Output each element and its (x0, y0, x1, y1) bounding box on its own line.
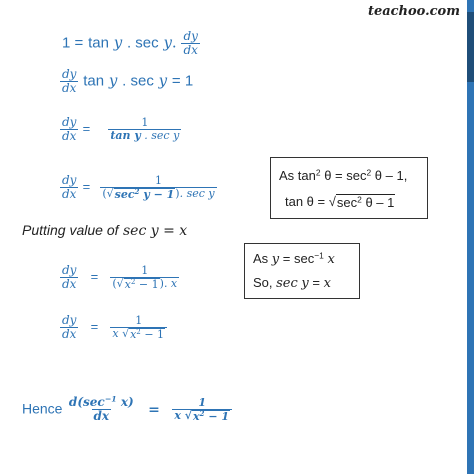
identity-line-2 (285, 194, 395, 210)
step4-eq: = (82, 179, 91, 195)
step2-fraction (60, 68, 78, 95)
step6-x: x (112, 326, 119, 340)
step5-rad-rest: − 1 (138, 277, 159, 291)
hence-rx: x (174, 408, 181, 422)
step2-y1: y (108, 71, 118, 90)
step2-equation (60, 68, 193, 95)
step5-eq: = (90, 269, 99, 285)
step5-rnum: 1 (141, 263, 149, 277)
putting-x: x (179, 223, 188, 239)
step4-rden-sec: . sec y (179, 186, 215, 200)
identity-box (270, 157, 428, 219)
step6-equation (60, 314, 167, 341)
hence-eq: = (148, 401, 160, 418)
step6-eq: = (90, 319, 99, 335)
step4-rad-exp: 2 (134, 186, 140, 196)
hence-lnum-d: d(sec (68, 395, 105, 409)
step6-rnum: 1 (135, 313, 143, 327)
step3-num: dy (62, 115, 77, 129)
step5-rhs-fraction: 1 ( √ $x^2 - 1$ ). x (112, 263, 178, 291)
step5-den: dx (62, 277, 77, 292)
step3-den: dx (62, 129, 77, 144)
box2-l2-a: So, (253, 275, 273, 290)
box2-l2-sec: sec (276, 276, 298, 291)
box1-l1-b: θ = sec (324, 168, 367, 183)
hence-rad-x: x (192, 409, 200, 423)
step2-rhs: = 1 (171, 72, 194, 90)
box2-l2-x: x (323, 276, 331, 291)
putting-eq: = (163, 223, 175, 239)
step1-equation (62, 30, 200, 57)
step3-rden-sec: . sec y (144, 129, 180, 143)
step1-lhs: 1 = (62, 34, 84, 52)
step4-num: dy (62, 173, 77, 187)
step2-den: dx (62, 81, 77, 96)
step1-den: dx (183, 43, 198, 58)
right-edge-bar (467, 0, 474, 474)
step2-tan: tan (83, 72, 105, 90)
step4-equation (60, 174, 217, 201)
putting-line (22, 222, 187, 239)
step1-num: dy (183, 29, 198, 43)
step6-rad-rest: − 1 (144, 327, 165, 341)
hence-lden: dx (93, 409, 110, 424)
step5-dot-x: . x (163, 276, 178, 290)
step6-sqrt: √ $x^2 - 1$ (122, 326, 165, 341)
step5-equation (60, 264, 179, 291)
step4-rnum: 1 (154, 173, 162, 187)
step3-rhs-fraction (108, 117, 181, 142)
hence-rhs-fraction (172, 397, 232, 423)
box2-l1-eq: = sec (282, 251, 315, 266)
box2-l2-eq: = (312, 275, 320, 290)
hence-lhs-fraction (67, 396, 136, 423)
step3-lhs-fraction (60, 116, 78, 143)
watermark: teachoo.com (367, 4, 460, 19)
step4-rhs-fraction: 1 ( √ $\sec^2 y - 1$ ). sec y (102, 173, 215, 201)
substitution-line-1 (253, 251, 335, 267)
step1-fraction (181, 30, 199, 57)
box1-l2-c: θ – 1 (365, 195, 395, 210)
step5-lhs-fraction (60, 264, 78, 291)
step6-rad-exp: 2 (136, 326, 141, 336)
box1-sqrt: √ $\sec^2 \theta - 1$ (328, 194, 395, 210)
box1-l1-c: θ – 1, (374, 168, 408, 183)
hence-rad-exp: 2 (199, 408, 205, 418)
hence-sqrt: √ $x^2 - 1$ (184, 408, 230, 423)
step5-sqrt: √ $x^2 - 1$ (116, 276, 159, 291)
step1-sec: . sec (126, 34, 159, 52)
putting-sec: sec (122, 223, 147, 239)
identity-line-1 (279, 168, 407, 183)
putting-y: y (150, 223, 159, 239)
step5-num: dy (62, 263, 77, 277)
step4-sqrt: √ $\sec^2 y - 1$ (106, 186, 175, 201)
step4-rad-a: sec (114, 187, 135, 201)
step3-equation (60, 116, 181, 143)
box2-l1-x: x (327, 252, 335, 267)
box1-l2-b: sec (336, 195, 358, 210)
hence-word: Hence (22, 400, 63, 417)
step3-eq: = (82, 121, 91, 137)
step3-rden-tan: tan y (110, 129, 141, 143)
box2-l1-a: As (253, 251, 269, 266)
step5-rad-exp: 2 (130, 276, 136, 286)
hence-lnum-exp: −1 (104, 394, 117, 404)
substitution-box (244, 243, 360, 299)
hence-equation (22, 396, 232, 423)
step1-y2: y (163, 33, 172, 52)
step6-rad-x: x (130, 327, 137, 341)
step6-lhs-fraction (60, 314, 78, 341)
hence-rnum: 1 (198, 395, 207, 409)
step4-lhs-fraction (60, 174, 78, 201)
step2-y2: y (158, 71, 168, 90)
box1-l2-e: 2 (357, 194, 362, 205)
box1-l1-e2: 2 (366, 167, 372, 178)
scroll-thumb (467, 12, 474, 82)
putting-text: Putting value of (22, 222, 119, 238)
step6-num: dy (62, 313, 77, 327)
hence-lnum-x: x) (120, 395, 134, 409)
step1-dot: . (171, 33, 177, 52)
box1-l2-a: tan θ = (285, 194, 326, 209)
step4-rad-b: y − 1 (143, 187, 175, 201)
box1-l1-a: As tan (279, 168, 316, 183)
box2-l1-e: −1 (314, 250, 324, 261)
substitution-line-2 (253, 275, 331, 291)
step5-rad-x: x (124, 277, 131, 291)
step6-den: dx (62, 327, 77, 342)
box2-l1-y: y (271, 252, 280, 267)
step1-tan: tan (88, 34, 109, 52)
step3-rnum: 1 (141, 116, 149, 130)
step6-rhs-fraction (110, 315, 167, 341)
box2-l2-y: y (301, 276, 309, 291)
step1-y1: y (113, 33, 123, 52)
hence-rad-rest: − 1 (208, 409, 230, 423)
step2-num: dy (62, 67, 77, 81)
box1-l1-e1: 2 (315, 167, 321, 178)
step2-sec: . sec (122, 72, 154, 90)
step4-den: dx (62, 187, 77, 202)
